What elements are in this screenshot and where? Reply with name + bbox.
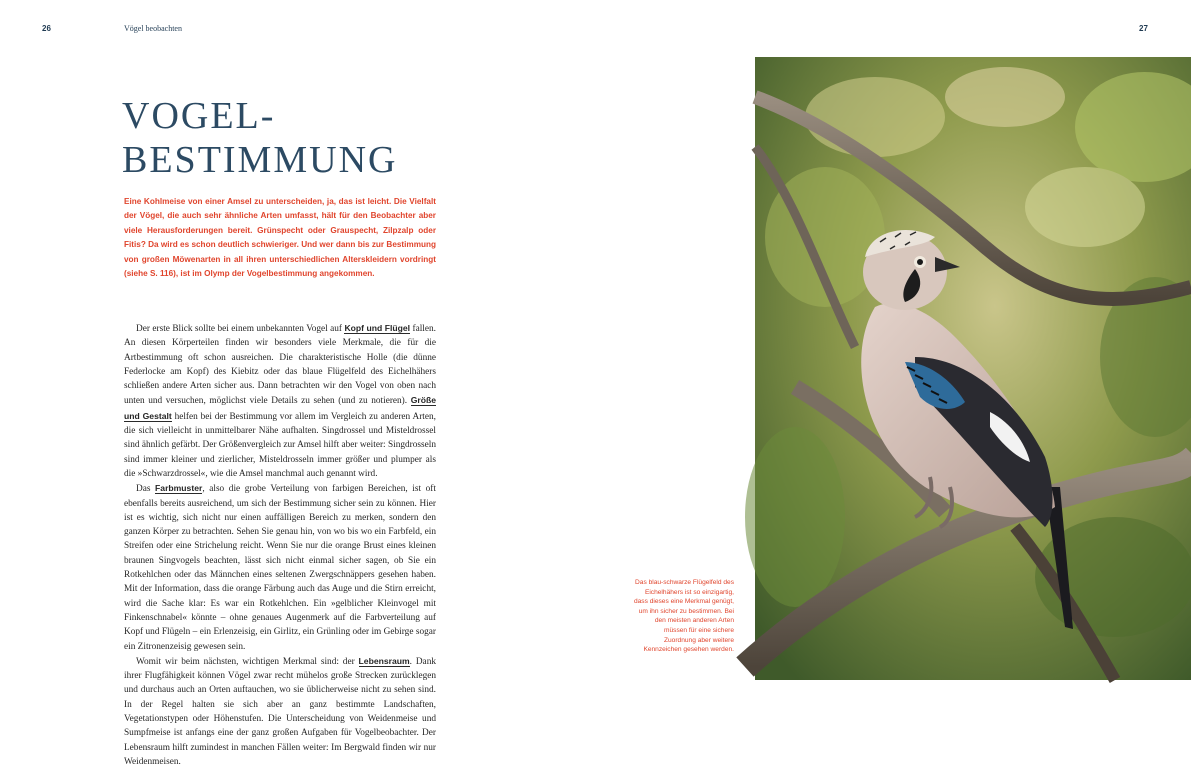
text-run: fallen. An diesen Körperteilen finden wir besonders viele Merkmale, die für die Artbestimmung oft schon ausreichen. Die charakteristische Holle (die dünne Federlocke am Kopf) des Kiebitz oder das blaue Flügelfeld des Eichelhähers schließen andere Arten sicher aus. Dann betrachten wir den Vogel von oben nach unten und versuchen, möglichst viele Details zu sehen (und zu notieren). [124,324,436,407]
text-run: , also die grobe Verteilung von farbigen Bereichen, ist oft ebenfalls bereits ausreichend, um sich der Bestimmung sicher sein zu können. Hier ist es wichtig, sich nicht nur einen auffälligen Bereich zu merken, sondern den ganzen Körper zu betrachten. Sehen Sie genau hin, von wo bis wo ein Farbfeld, ein Streifen oder eine Strichelung reicht. Wenn Sie nur die orange Brust eines kleinen braunen Singvogels beachten, lässt sich nicht einmal sicher sagen, ob Sie ein Rotkehlchen oder das Männchen eines seltenen Zwergschnäppers gesehen haben. Mit der Information, dass die orange Färbung auch das Auge und die Stirn erreicht, wird die Sache klar: Es war ein Rotkehlchen. Ein »gelblicher Kleinvogel mit Finkenschnabel« könnte – ohne genaues Augenmerk auf die Farbverteilung auf Kopf und Flügeln – ein Erlenzeisig, ein Girlitz, ein Grünling oder im Gebirge sogar ein Zitronenzeisig gewesen sein. [124,484,436,652]
body-text [124,321,436,769]
keyword-groesse-und-gestalt: Größe und Gestalt [124,395,436,421]
photo-caption: Das blau-schwarze Flügelfeld des Eichelhähers ist so einzigartig, dass dieses eine Merkmal genügt, um ihn sicher zu bestimmen. Bei den meisten anderen Arten müssen für eine sichere Zuordnung aber weitere Kennzeichen gesehen werden. [633,579,734,654]
text-run: Womit wir beim nächsten, wichtigen Merkmal sind: der [136,656,359,667]
body-paragraph-2 [124,481,436,654]
chapter-title [122,94,397,182]
keyword-lebensraum: Lebensraum [358,655,410,666]
lead-paragraph: Eine Kohlmeise von einer Amsel zu unterscheiden, ja, das ist leicht. Die Vielfalt der Vögel, die auch sehr ähnliche Arten umfasst, hält für den Beobachter aber viele Herausforderungen bereit. Grünspecht oder Grauspecht, Zilpzalp oder Fitis? Da wird es schon deutlich schwieriger. Und wer dann bis zur Bestimmung von großen Möwenarten in all ihren unterschiedlichen Alterskleidern vordringt (siehe S. 116), ist im Olymp der Vogelbestimmung angekommen. [124,197,436,279]
text-run: . Dank ihrer Flugfähigkeit können Vögel zwar recht mühelos große Strecken zurücklegen und durchaus auch an Orten auftauchen, wo sie üblicherweise nicht zu sehen sind. In der Regel halten sie sich aber an ganz bestimmte Landschaften, Vegetationstypen oder Höhenstufen. Die Unterscheidung von Weidenmeise und Sumpfmeise ist anfangs eine der ganz großen Aufgaben für Vogelbeobachter. Der Lebensraum hilft zumindest in manchen Fällen weiter: Im Bergwald finden wir nur Weidenmeisen. [124,656,436,767]
keyword-farbmuster: Farbmuster [155,483,203,494]
page-number-right: 27 [1139,24,1148,33]
jay-illustration [755,57,1191,680]
body-paragraph-3 [124,654,436,769]
chapter-title-line-2: BESTIMMUNG [122,139,398,181]
page-number-left: 26 [42,24,51,33]
text-run: Das [136,484,156,495]
text-run: helfen bei der Bestimmung vor allem im Vergleich zu anderen Arten, die sich vielleicht in unmittelbarer Nähe aufhalten. Singdrossel und Misteldrossel sind ähnlich gefärbt. Der Größenvergleich zur Amsel hilft aber weiter: Singdrosseln sind immer kleiner und zierlicher, Misteldrosseln immer größer und plumper als die »Schwarzdrossel«, wie die Amsel manchmal auch genannt wird. [124,411,436,479]
text-run: Der erste Blick sollte bei einem unbekannten Vogel auf [136,324,345,334]
jay-photo [755,57,1191,680]
chapter-title-line-1: VOGEL- [122,95,276,137]
running-head: Vögel beobachten [124,24,182,33]
keyword-kopf-und-fluegel: Kopf und Flügel [344,323,411,333]
body-paragraph-1 [124,321,436,481]
